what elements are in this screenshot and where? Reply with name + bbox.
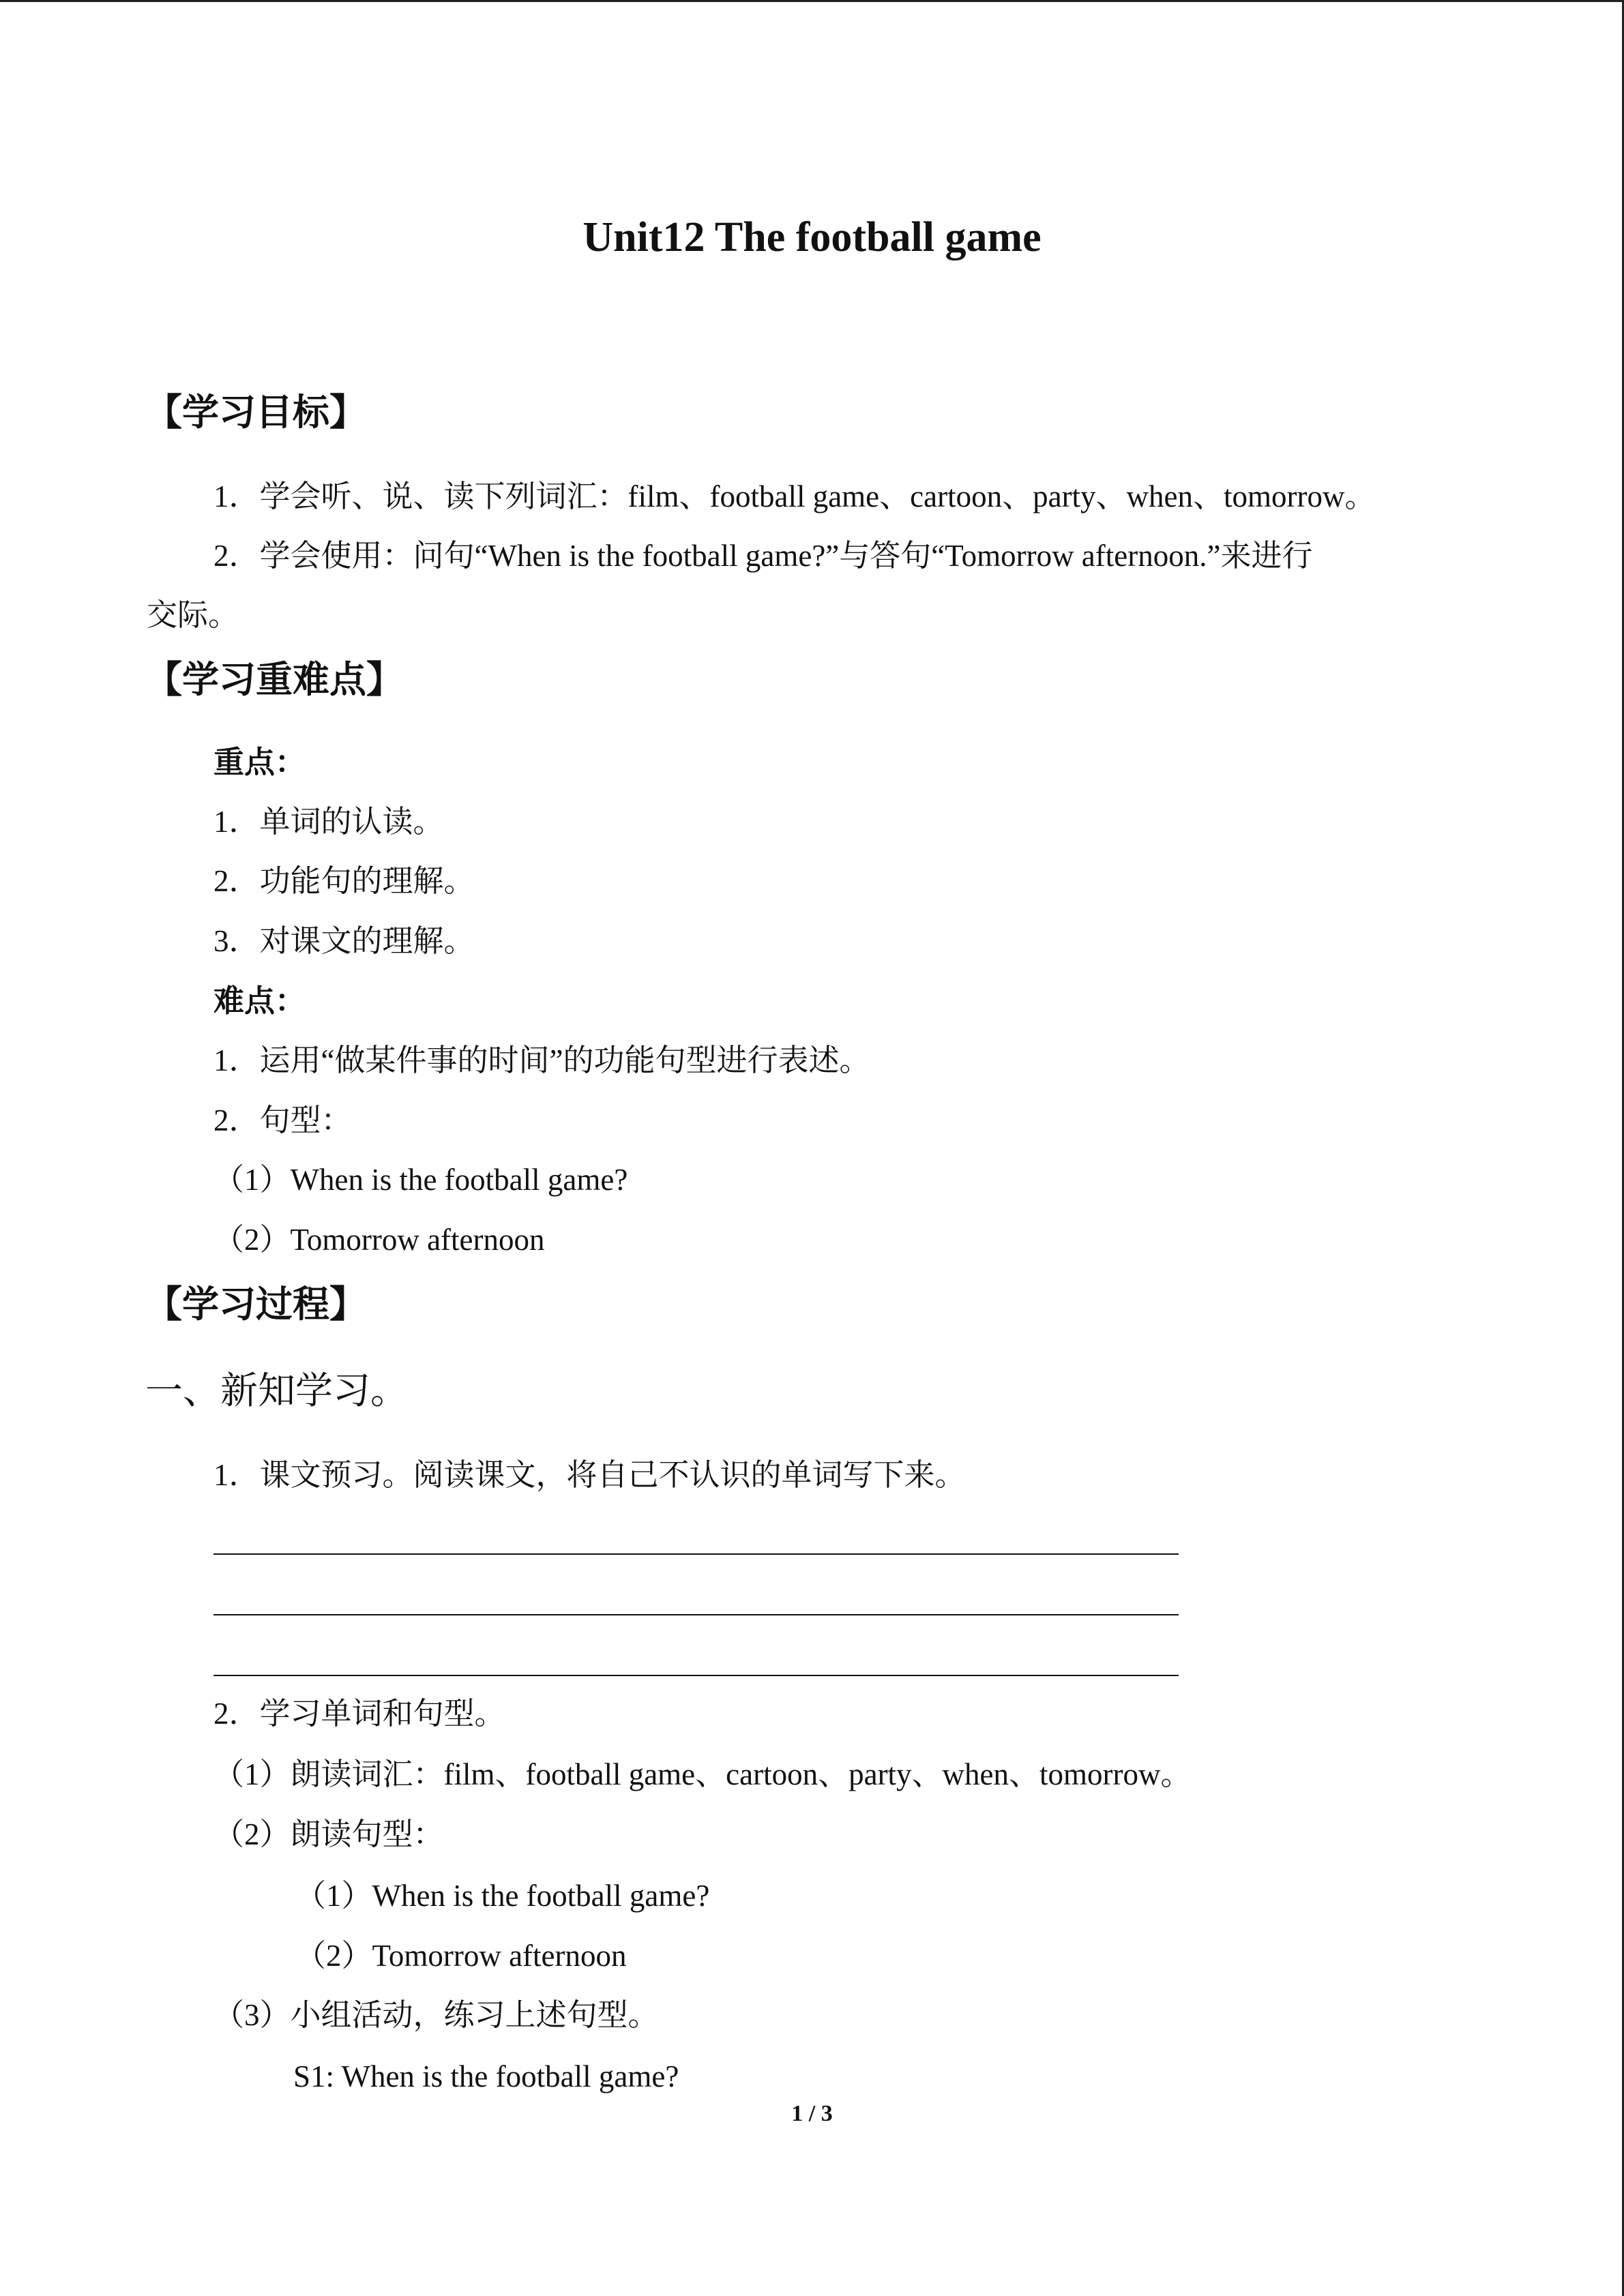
page-border-top — [0, 0, 1624, 2]
sub-step-2: （2）朗读句型： — [213, 1817, 444, 1851]
page-number: 1 / 3 — [791, 2101, 833, 2126]
answer-line-3[interactable] — [213, 1675, 1179, 1676]
pattern-2: （2）Tomorrow afternoon — [213, 1223, 545, 1257]
document-title: Unit12 The football game — [582, 214, 1042, 260]
pattern-1: （1）When is the football game? — [213, 1163, 628, 1197]
difficult-label: 难点： — [213, 984, 306, 1018]
part-1-heading: 一、新知学习。 — [145, 1370, 409, 1412]
key-label: 重点： — [213, 745, 306, 779]
sub-step-3: （3）小组活动，练习上述句型。 — [213, 1998, 659, 2032]
step-2: 2．学习单词和句型。 — [213, 1697, 505, 1731]
sub-step-2-pattern-1: （1）When is the football game? — [295, 1879, 710, 1913]
dialog-line-s1: S1: When is the football game? — [293, 2059, 679, 2093]
goal-item-1: 1．学会听、说、读下列词汇：film、football game、cartoon、party、when、tomorrow。 — [213, 479, 1376, 513]
difficult-item-1: 1．运用“做某件事的时间”的功能句型进行表述。 — [213, 1043, 870, 1077]
section-heading-key-points: 【学习重难点】 — [145, 659, 403, 700]
key-item-3: 3．对课文的理解。 — [213, 924, 475, 958]
goal-item-2-line-2: 交际。 — [147, 598, 239, 632]
key-item-1: 1．单词的认读。 — [213, 805, 444, 839]
sub-step-2-pattern-2: （2）Tomorrow afternoon — [295, 1939, 627, 1973]
section-heading-process: 【学习过程】 — [145, 1284, 366, 1325]
section-heading-goals: 【学习目标】 — [145, 392, 366, 433]
difficult-item-2: 2．句型： — [213, 1103, 352, 1137]
goal-item-2-line-1: 2．学会使用：问句“When is the football game?”与答句“Tomorrow afternoon.”来进行 — [213, 539, 1313, 573]
key-item-2: 2．功能句的理解。 — [213, 864, 475, 898]
sub-step-1: （1）朗读词汇：film、football game、cartoon、party、when、tomorrow。 — [213, 1757, 1192, 1791]
step-1: 1．课文预习。阅读课文，将自己不认识的单词写下来。 — [213, 1458, 966, 1492]
answer-line-2[interactable] — [213, 1614, 1179, 1615]
answer-line-1[interactable] — [213, 1553, 1179, 1555]
